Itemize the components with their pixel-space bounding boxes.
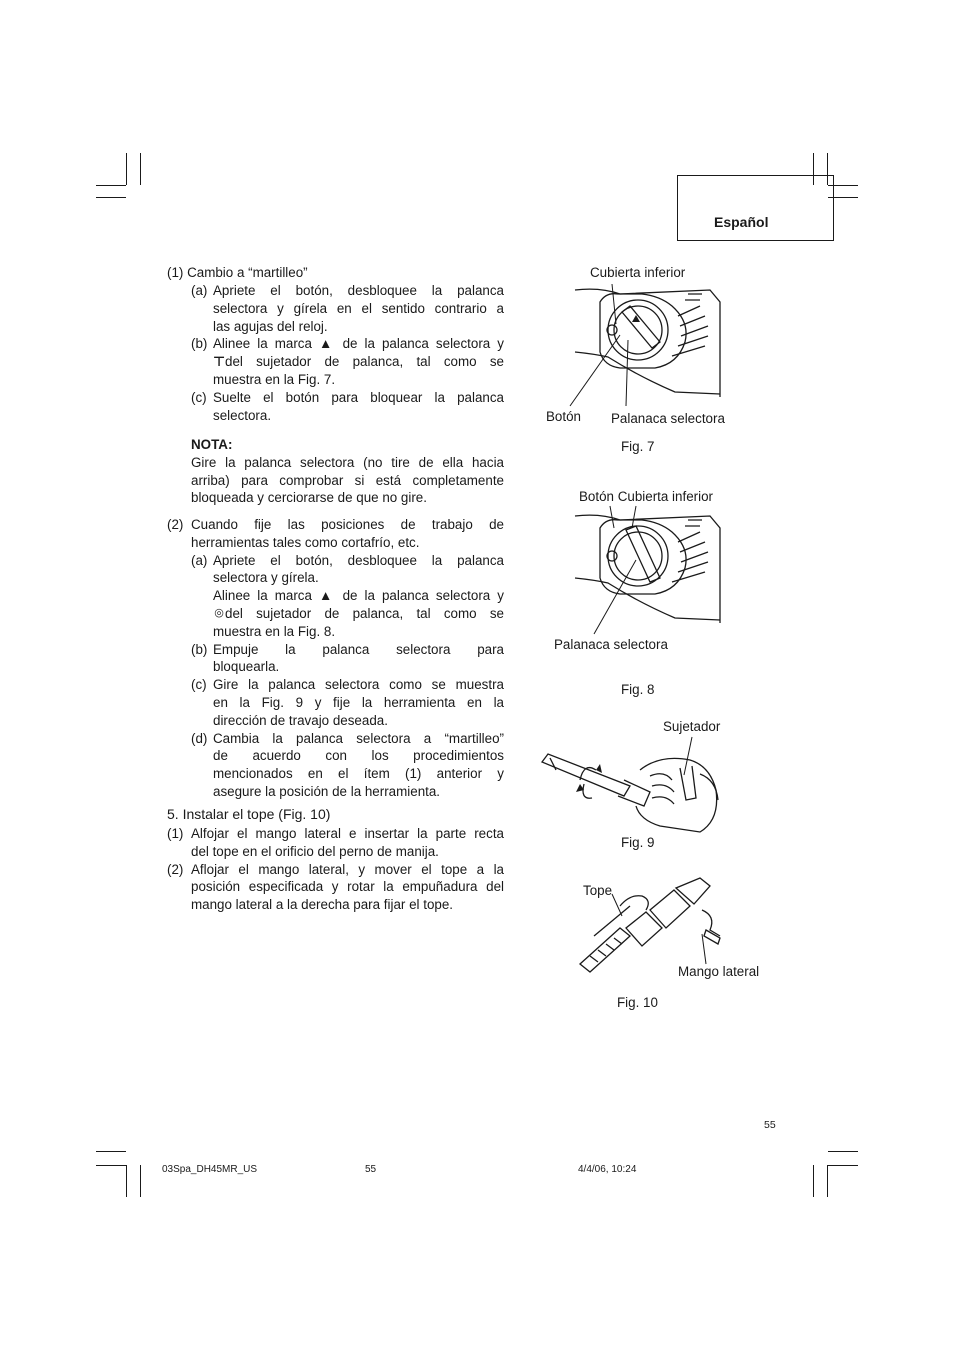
text-line: posición especificada y rotar la empuñadura del (191, 879, 504, 895)
fig10-label-tope: Tope (583, 883, 613, 898)
fig9-label-sujetador: Sujetador (663, 719, 721, 734)
fig7-label-palanca: Palanaca selectora (611, 411, 725, 426)
section-heading: 5. Instalar el tope (Fig. 10) (167, 806, 331, 822)
list-marker: (2) (167, 517, 184, 532)
text-line: Cambia la palanca selectora a “martilleo” (213, 730, 504, 746)
list-marker: (c) (191, 389, 207, 405)
text-line: herramientas tales como cortafrío, etc. (191, 534, 420, 550)
fig8-label-palanca: Palanaca selectora (554, 637, 668, 652)
fig8-leaders (570, 500, 690, 640)
text-line: muestra en la Fig. 7. (213, 372, 336, 387)
text-line: asegure la posición de la herramienta. (213, 784, 441, 799)
fig10-leaders (600, 890, 720, 970)
text-line: selectora y gírela. (213, 570, 319, 586)
list-marker: (1) (167, 826, 184, 841)
text-line: Suelte el botón para bloquear la palanca (213, 389, 504, 405)
text-line: del sujetador de palanca, tal como se (225, 606, 504, 621)
text-line: selectora. (213, 407, 272, 423)
list-marker: (b) (191, 336, 208, 352)
footer-sheet-number: 55 (365, 1164, 377, 1175)
text-line: Alinee la marca ▲ de la palanca selectora y (213, 336, 504, 352)
text-line: selectora y gírela en el sentido contrario a (213, 300, 504, 316)
fig7-leaders (540, 280, 740, 410)
text-line: muestra en la Fig. 8. (213, 623, 336, 639)
language-tab (677, 175, 834, 241)
text-line: de acuerdo con los procedimientos (213, 748, 504, 764)
footer-timestamp: 4/4/06, 10:24 (578, 1164, 637, 1175)
fig8-label-boton-cubierta: Botón Cubierta inferior (579, 489, 713, 504)
text-line-with-symbol (213, 605, 504, 623)
text-line: dirección de travajo deseada. (213, 712, 388, 728)
text-line: Alinee la marca ▲ de la palanca selectora y (213, 588, 504, 604)
text-line: Apriete el botón, desbloquee la palanca (213, 552, 504, 568)
text-line: Alfojar el mango lateral e insertar la parte recta (191, 826, 504, 841)
text-line: las agujas del reloj. (213, 318, 328, 334)
language-tab-label: Español (714, 214, 769, 230)
text-line: en la Fig. 9 y fije la herramienta en la (213, 695, 504, 710)
text-line: Apriete el botón, desbloquee la palanca (213, 283, 504, 298)
text-line: bloquearla. (213, 659, 280, 675)
fig10-label-mango: Mango lateral (678, 964, 760, 979)
text-line: arriba) para comprobar si está completamente (191, 472, 504, 488)
chisel-symbol-icon: ◎ (214, 607, 224, 619)
page-number: 55 (764, 1119, 776, 1131)
hammer-symbol-icon: ⊤ (213, 354, 226, 370)
fig7-label-cubierta: Cubierta inferior (590, 265, 686, 280)
text-line: Gire la palanca selectora como se muestra (213, 677, 504, 693)
fig8-caption: Fig. 8 (621, 682, 655, 697)
text-line: del sujetador de palanca, tal como se (225, 354, 504, 370)
list-marker: (d) (191, 730, 208, 746)
note-title: NOTA: (191, 437, 233, 452)
text-line-with-symbol (213, 353, 504, 371)
fig9-caption: Fig. 9 (621, 835, 655, 850)
section-1-title: (1) Cambio a “martilleo” (167, 265, 308, 280)
list-marker: (b) (191, 641, 208, 657)
text-line: mango lateral a la derecha para fijar el tope. (191, 897, 454, 913)
fig9-leader (670, 735, 700, 780)
list-marker: (c) (191, 677, 207, 693)
text-line: Aflojar el mango lateral, y mover el tope a la (191, 861, 504, 877)
text-line: bloqueada y cerciorarse de que no gire. (191, 490, 427, 506)
fig10-caption: Fig. 10 (617, 995, 658, 1010)
text-line: Empuje la palanca selectora para (213, 641, 504, 657)
list-marker: (2) (167, 861, 184, 877)
fig7-label-boton: Botón (546, 409, 581, 424)
footer-file-name: 03Spa_DH45MR_US (162, 1164, 258, 1175)
text-line: Gire la palanca selectora (no tire de ella hacia (191, 454, 504, 470)
text-line: Cuando fije las posiciones de trabajo de (191, 517, 504, 532)
text-line: mencionados en el ítem (1) anterior y (213, 766, 504, 782)
fig7-caption: Fig. 7 (621, 439, 655, 454)
text-line: del tope en el orificio del perno de manija. (191, 843, 439, 859)
list-marker: (a) (191, 552, 208, 568)
list-marker: (a) (191, 283, 208, 298)
